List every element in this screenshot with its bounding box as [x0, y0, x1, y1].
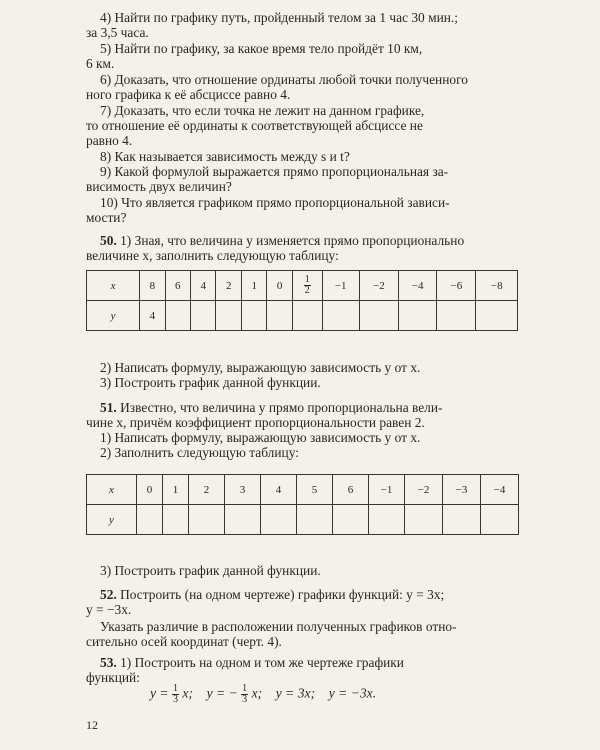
- table-cell: −2: [359, 271, 398, 301]
- formula-1-lhs: y =: [150, 685, 169, 701]
- exercise-51-line-2: чине x, причём коэффициент пропорциональности равен 2.: [86, 415, 425, 430]
- formula-1-rhs: x;: [182, 685, 193, 701]
- exercise-51-step-1: 1) Написать формулу, выражающую зависимость y от x.: [100, 430, 421, 445]
- question-7-line-2: то отношение её ординаты к соответствующей абсциссе не: [86, 118, 423, 133]
- exercise-50-line-2: величине x, заполнить следующую таблицу:: [86, 248, 339, 263]
- exercise-50-number: 50.: [100, 233, 117, 248]
- exercise-51-line-1: [86, 400, 532, 415]
- table-cell: 3: [225, 475, 261, 505]
- exercise-51-y-row: [87, 505, 519, 535]
- table-cell: [481, 505, 519, 535]
- question-10-line-1: 10) Что является графиком прямо пропорциональной зависи-: [100, 195, 450, 210]
- question-10-line-2: мости?: [86, 210, 127, 225]
- table-row-label: x: [87, 475, 137, 505]
- table-cell: 6: [165, 271, 190, 301]
- table-cell: 5: [297, 475, 333, 505]
- exercise-51-number: 51.: [100, 400, 117, 415]
- page-number: 12: [86, 718, 98, 732]
- table-row-label: y: [87, 301, 140, 331]
- exercise-51-text-1: Известно, что величина y прямо пропорциональна вели-: [120, 400, 443, 415]
- table-cell: [292, 301, 322, 331]
- table-cell: [191, 301, 216, 331]
- table-cell: −1: [322, 271, 359, 301]
- exercise-51-x-row: [87, 475, 519, 505]
- exercise-53-formulas: [150, 684, 376, 705]
- exercise-53-line-1: [86, 655, 532, 670]
- exercise-50-x-row: [87, 271, 518, 301]
- question-6-line-1: 6) Доказать, что отношение ординаты любой точки полученного: [100, 72, 468, 87]
- question-8: 8) Как называется зависимость между s и t?: [100, 149, 350, 164]
- exercise-53-text-1: 1) Построить на одном и том же чертеже графики: [120, 655, 404, 670]
- exercise-51-table: [86, 474, 519, 535]
- question-5-line-1: 5) Найти по графику, за какое время тело пройдёт 10 км,: [100, 41, 423, 56]
- table-cell: 4: [191, 271, 216, 301]
- exercise-52-text-1: Построить (на одном чертеже) графики функций: y = 3x;: [120, 587, 445, 602]
- question-5-line-2: 6 км.: [86, 56, 115, 71]
- table-cell: 1: [241, 271, 266, 301]
- table-cell: 4: [140, 301, 165, 331]
- exercise-52-number: 52.: [100, 587, 117, 602]
- question-9-line-1: 9) Какой формулой выражается прямо пропорциональная за-: [100, 164, 449, 179]
- table-cell: [443, 505, 481, 535]
- exercise-52-line-4: сительно осей координат (черт. 4).: [86, 634, 282, 649]
- table-cell-fraction: [292, 271, 322, 301]
- table-cell: [399, 301, 437, 331]
- table-cell: [165, 301, 190, 331]
- table-cell: [322, 301, 359, 331]
- exercise-50-step-2: 2) Написать формулу, выражающую зависимость y от x.: [100, 360, 421, 375]
- exercise-50-table: [86, 270, 518, 331]
- exercise-53-number: 53.: [100, 655, 117, 670]
- table-cell: 4: [261, 475, 297, 505]
- exercise-50-line-1: [86, 233, 532, 248]
- table-cell: [297, 505, 333, 535]
- exercise-51-step-2: 2) Заполнить следующую таблицу:: [100, 445, 299, 460]
- table-cell: −4: [399, 271, 437, 301]
- fraction-one-third: $\frac{1}{3}$: [173, 683, 179, 705]
- table-cell: 8: [140, 271, 165, 301]
- table-cell: 2: [216, 271, 241, 301]
- question-4-line-2: за 3,5 часа.: [86, 25, 149, 40]
- exercise-52-line-1: [86, 587, 532, 602]
- table-cell: [369, 505, 405, 535]
- table-row-label: y: [87, 505, 137, 535]
- question-7-line-1: 7) Доказать, что если точка не лежит на данном графике,: [100, 103, 425, 118]
- exercise-53-line-2: функций:: [86, 670, 140, 685]
- exercise-50-step-3: 3) Построить график данной функции.: [100, 375, 321, 390]
- formula-2-lhs: y = −: [206, 685, 238, 701]
- table-cell: −2: [405, 475, 443, 505]
- table-cell: −8: [476, 271, 518, 301]
- table-cell: 6: [333, 475, 369, 505]
- question-9-line-2: висимость двух величин?: [86, 179, 232, 194]
- table-cell: [225, 505, 261, 535]
- table-cell: [359, 301, 398, 331]
- exercise-52-line-3: Указать различие в расположении полученных графиков отно-: [100, 619, 457, 634]
- table-row-label: x: [87, 271, 140, 301]
- table-cell: 1: [163, 475, 189, 505]
- table-cell: −6: [437, 271, 476, 301]
- formula-4: y = −3x.: [328, 685, 377, 701]
- question-6-line-2: ного графика к её абсциссе равно 4.: [86, 87, 291, 102]
- exercise-51-step-3: 3) Построить график данной функции.: [100, 563, 321, 578]
- table-cell: [267, 301, 292, 331]
- table-cell: [261, 505, 297, 535]
- table-cell: −4: [481, 475, 519, 505]
- table-cell: [437, 301, 476, 331]
- table-cell: 2: [189, 475, 225, 505]
- table-cell: [405, 505, 443, 535]
- table-cell: [216, 301, 241, 331]
- table-cell: [137, 505, 163, 535]
- table-cell: 0: [137, 475, 163, 505]
- table-cell: −1: [369, 475, 405, 505]
- formula-2-rhs: x;: [251, 685, 263, 701]
- exercise-52-line-2: y = −3x.: [86, 602, 132, 617]
- table-cell: [241, 301, 266, 331]
- question-4-line-1: 4) Найти по графику путь, пройденный телом за 1 час 30 мин.;: [100, 10, 458, 25]
- question-7-line-3: равно 4.: [86, 133, 133, 148]
- table-cell: [476, 301, 518, 331]
- exercise-50-text-1: 1) Зная, что величина y изменяется прямо пропорционально: [120, 233, 465, 248]
- table-cell: [163, 505, 189, 535]
- table-cell: [189, 505, 225, 535]
- formula-3: y = 3x;: [275, 685, 316, 701]
- table-cell: [333, 505, 369, 535]
- exercise-50-y-row: [87, 301, 518, 331]
- fraction-one-third: $\frac{1}{3}$: [242, 683, 248, 705]
- table-cell: 0: [267, 271, 292, 301]
- table-cell: −3: [443, 475, 481, 505]
- fraction-one-half: $\frac{1}{2}$: [304, 274, 310, 296]
